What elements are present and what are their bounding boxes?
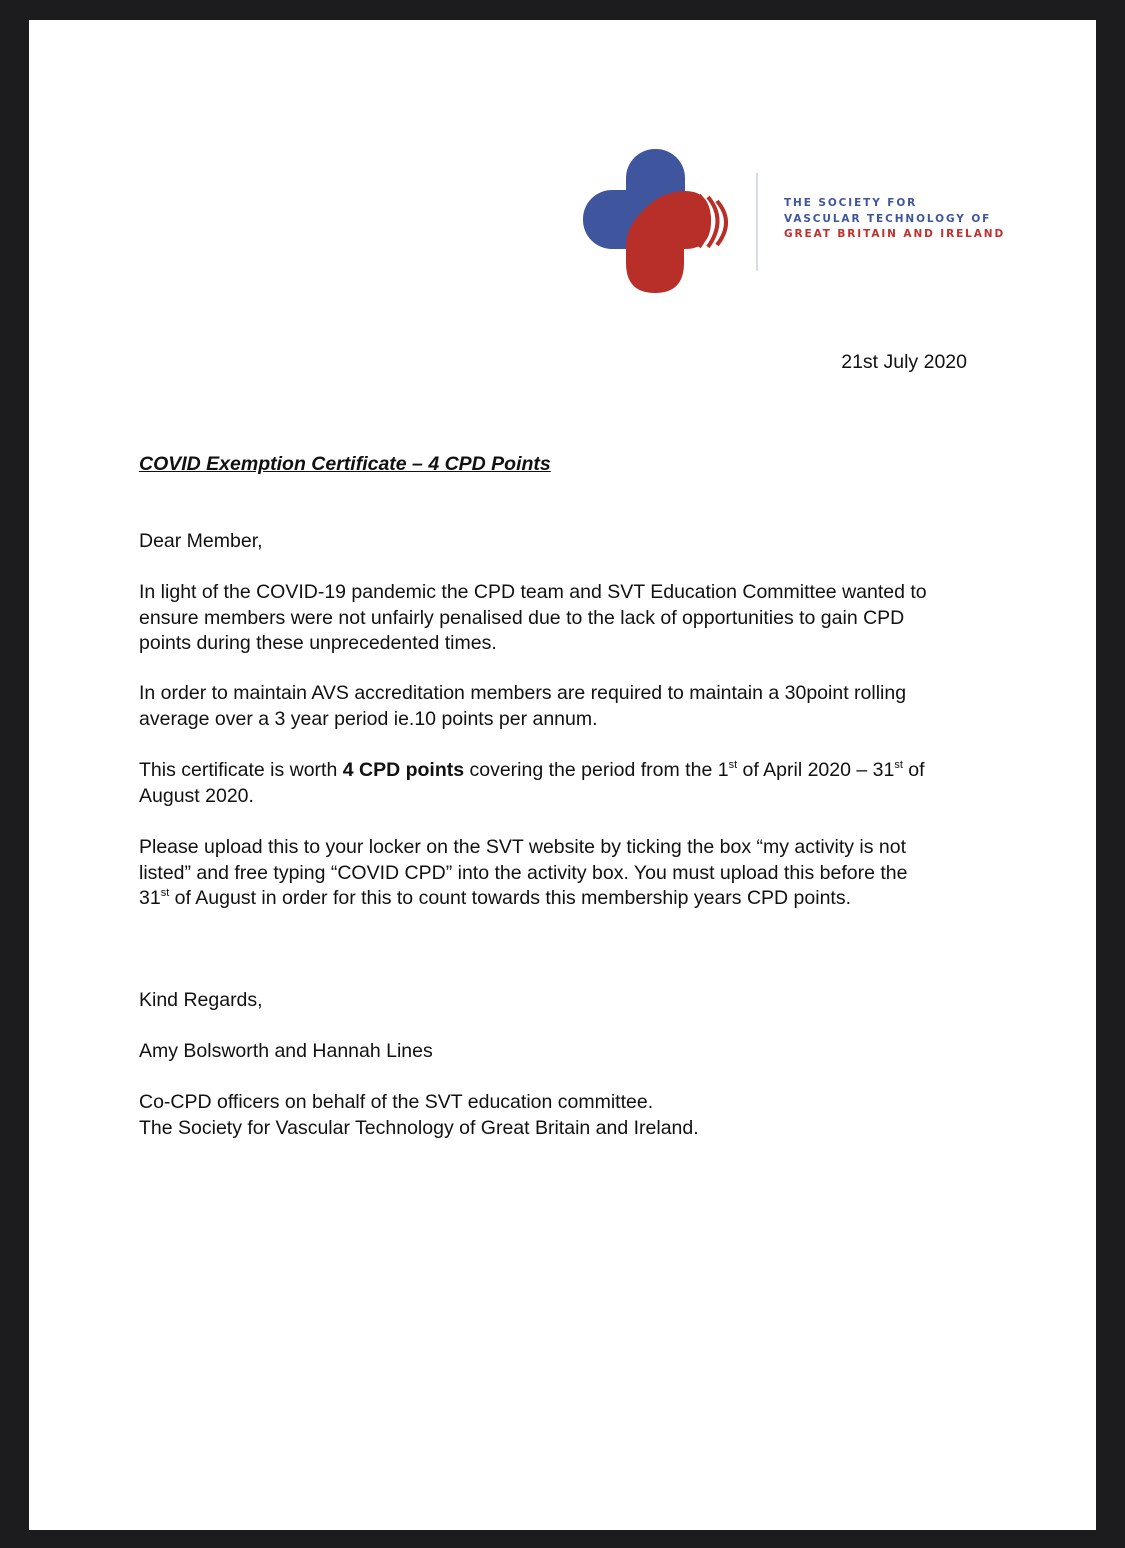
text-run: covering the period from the 1 <box>464 759 729 781</box>
closing: Kind Regards, <box>139 989 263 1011</box>
certificate-title: COVID Exemption Certificate – 4 CPD Points <box>139 453 551 475</box>
paragraph-1 <box>139 580 927 657</box>
cpd-points-emphasis: 4 CPD points <box>342 759 465 781</box>
document-page <box>29 20 1096 1530</box>
paragraph-3 <box>139 758 925 809</box>
paragraph-2 <box>139 681 906 732</box>
paragraph-4 <box>139 835 907 912</box>
text-run: of <box>902 759 925 781</box>
paragraph-2-line: In order to maintain AVS accreditation members are required to maintain a 30point rolling <box>139 682 907 704</box>
signatory-role <box>139 1090 699 1141</box>
paragraph-1-line: points during these unprecedented times. <box>139 632 497 654</box>
paragraph-4-line <box>139 886 907 912</box>
paragraph-3-line <box>139 758 925 784</box>
paragraph-4-line: listed” and free typing “COVID CPD” into the activity box. You must upload this before the <box>139 861 908 884</box>
text-run: of August in order for this to count towards this membership years CPD points. <box>169 887 851 909</box>
role-line: The Society for Vascular Technology of Great Britain and Ireland. <box>139 1116 699 1139</box>
ordinal-suffix: st <box>894 758 903 771</box>
paragraph-4-line: Please upload this to your locker on the SVT website by ticking the box “my activity is not <box>139 836 907 858</box>
org-name-line-1: THE SOCIETY FOR <box>784 197 918 209</box>
letter-date: 21st July 2020 <box>841 351 967 373</box>
text-run: of April 2020 – 31 <box>737 759 895 781</box>
organisation-name <box>784 196 1005 243</box>
signatories: Amy Bolsworth and Hannah Lines <box>139 1040 433 1062</box>
org-name-line-2: VASCULAR TECHNOLOGY OF <box>784 212 992 225</box>
paragraph-3-line: August 2020. <box>139 784 254 807</box>
paragraph-2-line: average over a 3 year period ie.10 points per annum. <box>139 707 598 730</box>
role-line: Co-CPD officers on behalf of the SVT education committee. <box>139 1091 654 1113</box>
logo-divider <box>756 173 758 271</box>
text-run: 31 <box>139 887 161 909</box>
paragraph-1-line: In light of the COVID-19 pandemic the CPD team and SVT Education Committee wanted to <box>139 581 927 603</box>
paragraph-1-line: ensure members were not unfairly penalised due to the lack of opportunities to gain CPD <box>139 606 905 629</box>
org-name-line-3: GREAT BRITAIN AND IRELAND <box>784 228 1006 240</box>
text-run: This certificate is worth <box>139 759 343 781</box>
ordinal-suffix: st <box>160 886 170 899</box>
ordinal-suffix: st <box>728 758 738 771</box>
svt-logo-icon <box>579 145 739 300</box>
salutation: Dear Member, <box>139 530 263 552</box>
